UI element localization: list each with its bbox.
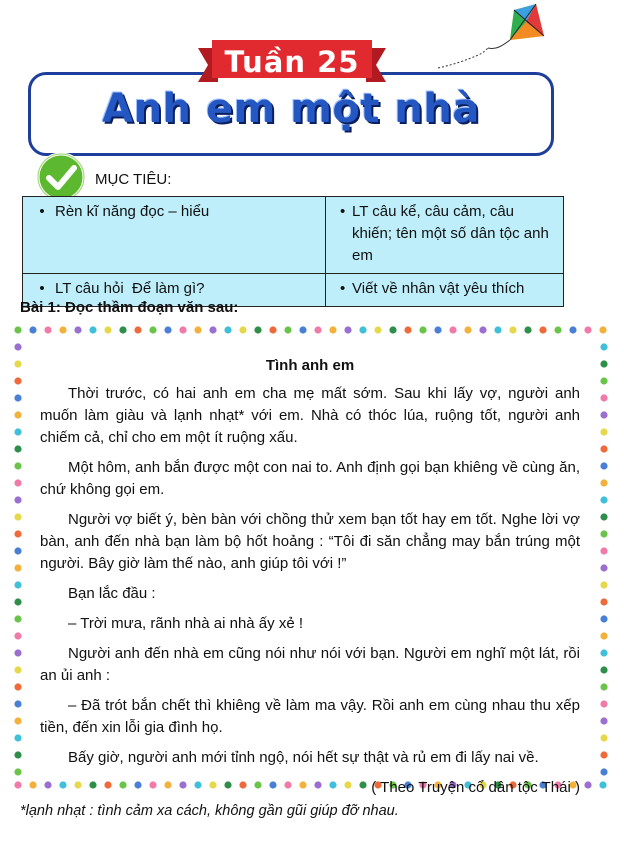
page-title: Anh em một nhà — [102, 86, 480, 132]
frame-dot — [600, 768, 607, 775]
frame-dot — [59, 326, 66, 333]
frame-dot — [14, 428, 21, 435]
frame-dot — [14, 564, 21, 571]
frame-dot — [600, 581, 607, 588]
frame-dot — [494, 326, 501, 333]
frame-dot — [14, 781, 21, 788]
frame-dot — [14, 717, 21, 724]
table-cell: • Viết về nhân vật yêu thích — [326, 274, 564, 307]
frame-dot — [194, 326, 201, 333]
frame-dot — [29, 326, 36, 333]
frame-dot — [404, 326, 411, 333]
frame-dot — [389, 326, 396, 333]
table-cell: • Rèn kĩ năng đọc – hiểu — [23, 197, 326, 274]
frame-dot — [329, 326, 336, 333]
story-paragraph: Người anh đến nhà em cũng nói như nói với bạn. Người em nghĩ một lát, rồi an ủi anh : — [40, 645, 580, 684]
frame-dot — [600, 751, 607, 758]
frame-dot — [239, 326, 246, 333]
frame-dot — [299, 326, 306, 333]
frame-dot — [179, 326, 186, 333]
checkmark-icon — [36, 152, 86, 202]
frame-dot — [14, 700, 21, 707]
frame-dot — [14, 615, 21, 622]
frame-dot — [600, 394, 607, 401]
table-cell: • LT câu hỏi Để làm gì? — [23, 274, 326, 307]
frame-dot — [14, 343, 21, 350]
frame-dot — [600, 343, 607, 350]
frame-dot — [600, 360, 607, 367]
frame-dot — [164, 326, 171, 333]
frame-dot — [14, 479, 21, 486]
footnote: *lạnh nhạt : tình cảm xa cách, không gần gũi giúp đỡ nhau. — [20, 803, 399, 819]
frame-dot — [14, 649, 21, 656]
frame-dot — [14, 462, 21, 469]
frame-dot — [509, 326, 516, 333]
frame-dot — [209, 326, 216, 333]
exercise-heading: Bài 1: Đọc thầm đoạn văn sau: — [20, 299, 239, 316]
frame-dot — [584, 326, 591, 333]
table-cell: • LT câu kể, câu cảm, câu khiến; tên một số dân tộc anh em — [326, 197, 564, 274]
frame-dot — [89, 326, 96, 333]
frame-dot — [14, 666, 21, 673]
cell-text: LT câu hỏi Để làm gì? — [55, 280, 205, 297]
frame-dot — [600, 547, 607, 554]
frame-dot — [600, 734, 607, 741]
frame-dot — [600, 479, 607, 486]
frame-dot — [600, 411, 607, 418]
frame-dot — [479, 326, 486, 333]
kite-icon — [436, 2, 566, 72]
frame-dot — [599, 326, 606, 333]
frame-dot — [600, 666, 607, 673]
story-source: ( Theo Truyện cổ dân tộc Thái ) — [371, 779, 580, 796]
frame-dot — [539, 326, 546, 333]
story-paragraph: – Đã trót bắn chết thì khiêng về làm ma vậy. Rồi anh em cùng nhau thu xếp tiền, đến xin lỗi gia đình họ. — [40, 697, 580, 736]
frame-dot — [224, 326, 231, 333]
frame-dot — [14, 768, 21, 775]
goals-label: MỤC TIÊU: — [95, 171, 172, 188]
frame-dot — [269, 326, 276, 333]
story-paragraph: Bạn lắc đầu : — [68, 585, 156, 602]
week-label: Tuần 25 — [224, 45, 360, 79]
frame-dot — [14, 598, 21, 605]
story — [40, 355, 580, 807]
frame-dot — [14, 632, 21, 639]
frame-dot — [14, 377, 21, 384]
frame-dot — [284, 326, 291, 333]
frame-dot — [344, 326, 351, 333]
frame-dot — [569, 326, 576, 333]
frame-dot — [600, 513, 607, 520]
frame-dot — [14, 411, 21, 418]
frame-dot — [600, 700, 607, 707]
story-paragraph: Một hôm, anh bắn được một con nai to. Anh định gọi bạn khiêng về cùng ăn, chứ không gọi em. — [40, 459, 580, 498]
frame-dot — [374, 326, 381, 333]
frame-dot — [119, 326, 126, 333]
story-paragraph: Người vợ biết ý, bèn bàn với chồng thử xem bạn tốt hay em tốt. Nghe lời vợ bàn, anh đến nhà bạn làm bộ hốt hoảng : “Tôi đi săn chẳng may bắn trúng một người. Bây giờ làm thế nào, anh giúp tôi với !” — [40, 511, 580, 572]
frame-dot — [600, 530, 607, 537]
goals-table — [22, 196, 564, 307]
frame-dot — [600, 428, 607, 435]
frame-dot — [14, 445, 21, 452]
frame-dot — [149, 326, 156, 333]
frame-dot — [434, 326, 441, 333]
frame-dot — [14, 513, 21, 520]
frame-dot — [600, 445, 607, 452]
frame-dot — [600, 598, 607, 605]
frame-dot — [599, 781, 606, 788]
story-title: Tình anh em — [265, 357, 355, 374]
frame-dot — [600, 615, 607, 622]
table-row — [23, 197, 564, 274]
story-paragraph: – Trời mưa, rãnh nhà ai nhà ấy xẻ ! — [68, 615, 303, 632]
frame-dot — [14, 581, 21, 588]
frame-dot — [14, 547, 21, 554]
frame-dot — [359, 326, 366, 333]
frame-dot — [14, 496, 21, 503]
frame-dot — [449, 326, 456, 333]
frame-dot — [74, 326, 81, 333]
frame-dot — [600, 496, 607, 503]
frame-dot — [14, 734, 21, 741]
story-paragraph: Thời trước, có hai anh em cha mẹ mất sớm. Sau khi lấy vợ, người anh muốn làm giàu và lạnh nhạt* với em. Nhà có thóc lúa, ruộng tốt, người anh chiếm cả, chỉ cho em một ít ruộng xấu. — [40, 385, 580, 446]
frame-dot — [600, 649, 607, 656]
frame-dot — [14, 394, 21, 401]
frame-dot — [14, 751, 21, 758]
cell-text: Rèn kĩ năng đọc – hiểu — [55, 203, 210, 220]
frame-dot — [104, 326, 111, 333]
frame-dot — [600, 564, 607, 571]
frame-dot — [600, 683, 607, 690]
frame-dot — [464, 326, 471, 333]
cell-text: LT câu kể, câu cảm, câu khiến; tên một số dân tộc anh em — [352, 203, 549, 264]
frame-dot — [524, 326, 531, 333]
cell-text: Viết về nhân vật yêu thích — [352, 280, 525, 297]
frame-dot — [14, 530, 21, 537]
frame-dot — [314, 326, 321, 333]
frame-dot — [134, 326, 141, 333]
frame-dot — [44, 326, 51, 333]
frame-dot — [29, 781, 36, 788]
frame-dot — [254, 326, 261, 333]
frame-dot — [554, 326, 561, 333]
frame-dot — [14, 683, 21, 690]
frame-dot — [600, 632, 607, 639]
frame-dot — [584, 781, 591, 788]
frame-dot — [14, 326, 21, 333]
frame-dot — [14, 360, 21, 367]
frame-dot — [600, 462, 607, 469]
frame-dot — [600, 717, 607, 724]
story-paragraph: Bấy giờ, người anh mới tỉnh ngộ, nói hết sự thật và rủ em đi lấy nai về. — [68, 749, 539, 766]
frame-dot — [600, 377, 607, 384]
frame-dot — [419, 326, 426, 333]
